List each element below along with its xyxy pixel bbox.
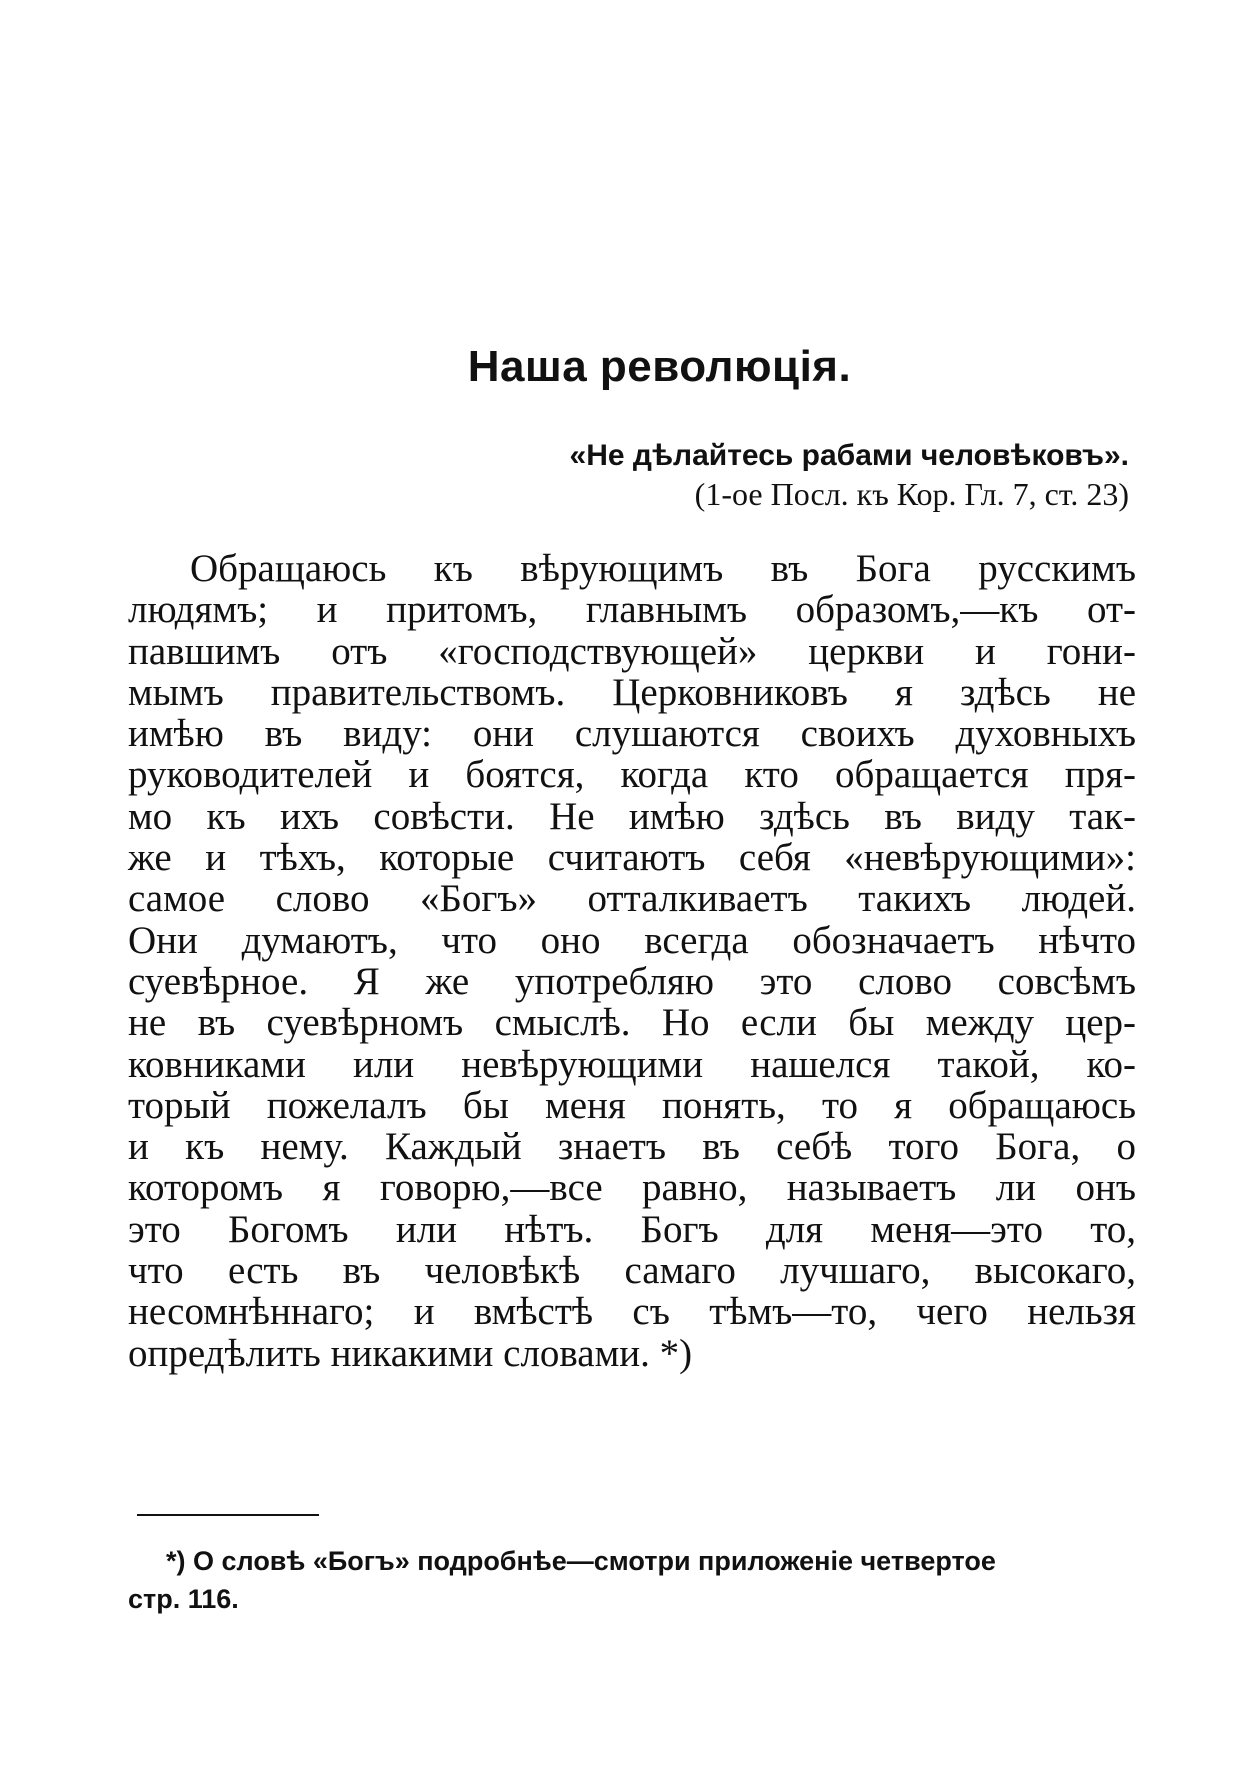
body-line: которомъ я говорю,—все равно, называетъ ли онъ <box>128 1166 1136 1210</box>
body-line: же и тѣхъ, которые считаютъ себя «невѣрующими»: <box>128 836 1136 880</box>
body-paragraph <box>128 548 1136 1374</box>
epigraph <box>570 436 1129 514</box>
body-line: мо къ ихъ совѣсти. Не имѣю здѣсь въ виду так- <box>128 794 1136 838</box>
body-line: торый пожелалъ бы меня понять, то я обращаюсь <box>128 1083 1136 1127</box>
body-line: это Богомъ или нѣтъ. Богъ для меня—это то, <box>128 1207 1136 1251</box>
body-line: Обращаюсь къ вѣрующимъ въ Бога русскимъ <box>190 547 1136 590</box>
body-line: павшимъ отъ «господствующей» церкви и гони- <box>128 629 1136 673</box>
body-line: ковниками или невѣрующими нашелся такой, ко- <box>128 1042 1136 1086</box>
body-line: Они думаютъ, что оно всегда обозначаетъ нѣчто <box>128 918 1136 962</box>
body-line: что есть въ человѣкѣ самаго лучшаго, высокаго, <box>128 1249 1136 1293</box>
body-line: и къ нему. Каждый знаетъ въ себѣ того Бога, о <box>128 1125 1136 1169</box>
epigraph-reference: (1-ое Посл. къ Кор. Гл. 7, ст. 23) <box>694 476 1129 512</box>
body-line: людямъ; и притомъ, главнымъ образомъ,—къ от- <box>128 588 1136 632</box>
body-line: имѣю въ виду: они слушаются своихъ духовныхъ <box>128 712 1136 756</box>
footnote-line: *) О словѣ «Богъ» подробнѣе—смотри приложеніе четвертое <box>166 1546 996 1576</box>
page-title: Наша революція. <box>467 342 852 391</box>
body-line: суевѣрное. Я же употребляю это слово совсѣмъ <box>128 959 1136 1003</box>
body-line: несомнѣннаго; и вмѣстѣ съ тѣмъ—то, чего нельзя <box>128 1290 1136 1334</box>
footnote <box>128 1542 1136 1618</box>
footnote-divider <box>137 1514 319 1516</box>
body-line: не въ суевѣрномъ смыслѣ. Но если бы между цер- <box>128 1001 1136 1045</box>
body-line: опредѣлить никакими словами. *) <box>128 1331 693 1375</box>
body-line: руководителей и боятся, когда кто обращается пря- <box>128 753 1136 797</box>
body-line: мымъ правительствомъ. Церковниковъ я здѣсь не <box>128 670 1136 714</box>
footnote-line: стр. 116. <box>128 1584 239 1614</box>
epigraph-quote: «Не дѣлайтесь рабами человѣковъ». <box>569 439 1129 472</box>
body-line: самое слово «Богъ» отталкиваетъ такихъ людей. <box>128 877 1136 921</box>
